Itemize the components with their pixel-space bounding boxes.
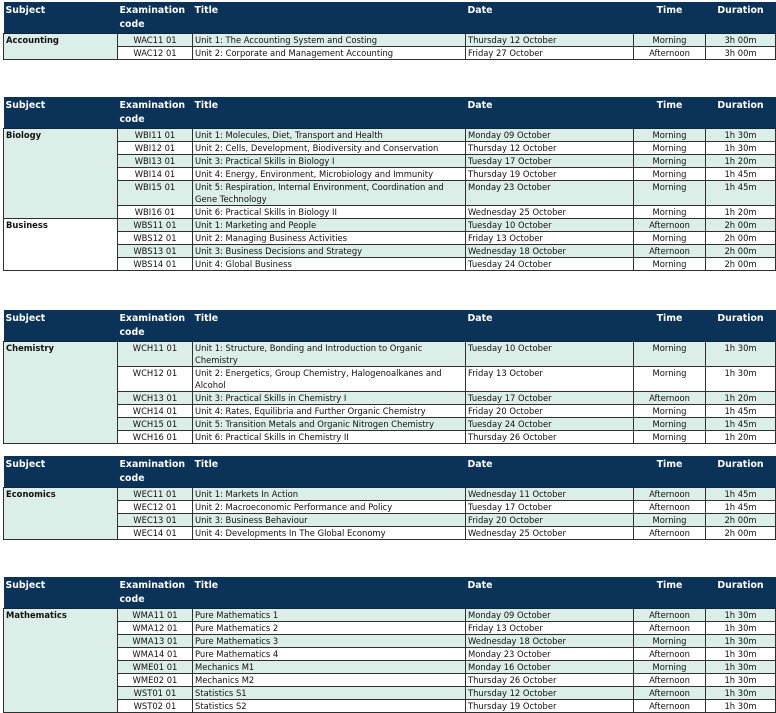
- table-row: [4, 661, 776, 674]
- subject-cell: [4, 405, 118, 418]
- duration-cell: 1h 20m: [706, 431, 776, 444]
- date-cell: Tuesday 17 October: [466, 501, 634, 514]
- subject-cell: [4, 501, 118, 514]
- exam-code-cell: WME01 01: [118, 661, 193, 674]
- header-row: [4, 97, 776, 129]
- subject-cell: [4, 258, 118, 271]
- title-cell: Statistics S1: [193, 687, 466, 700]
- subject-cell: [4, 622, 118, 635]
- time-cell: Afternoon: [634, 700, 706, 713]
- time-cell: Morning: [634, 418, 706, 431]
- time-cell: Afternoon: [634, 674, 706, 687]
- exam-code-cell: WBI14 01: [118, 168, 193, 181]
- table-row: [4, 431, 776, 444]
- subject-cell: [4, 635, 118, 648]
- exam-code-cell: WBS14 01: [118, 258, 193, 271]
- date-cell: Thursday 19 October: [466, 700, 634, 713]
- date-cell: Thursday 26 October: [466, 431, 634, 444]
- date-cell: Monday 23 October: [466, 181, 634, 206]
- time-cell: Afternoon: [634, 245, 706, 258]
- time-cell: Morning: [634, 168, 706, 181]
- duration-cell: 1h 30m: [706, 342, 776, 367]
- duration-cell: 1h 30m: [706, 129, 776, 142]
- time-cell: Morning: [634, 514, 706, 527]
- duration-cell: 1h 30m: [706, 661, 776, 674]
- duration-cell: 1h 30m: [706, 635, 776, 648]
- date-cell: Friday 13 October: [466, 367, 634, 392]
- subject-cell: Biology: [4, 129, 118, 142]
- table-header: [4, 577, 776, 609]
- title-cell: Unit 2: Corporate and Management Accounting: [193, 47, 466, 60]
- exam-code-cell: WCH15 01: [118, 418, 193, 431]
- duration-cell: 2h 00m: [706, 258, 776, 271]
- table-row: [4, 488, 776, 501]
- subject-cell: Mathematics: [4, 609, 118, 622]
- title-cell: Unit 4: Developments In The Global Economy: [193, 527, 466, 540]
- table-header: [4, 310, 776, 342]
- subject-cell: [4, 527, 118, 540]
- exam-code-cell: WAC11 01: [118, 34, 193, 47]
- subject-cell: [4, 514, 118, 527]
- title-cell: Unit 4: Global Business: [193, 258, 466, 271]
- header-subject: Subject: [4, 456, 118, 488]
- title-cell: Mechanics M1: [193, 661, 466, 674]
- header-code: Examination code: [118, 97, 193, 129]
- date-cell: Wednesday 18 October: [466, 635, 634, 648]
- header-time: Time: [634, 577, 706, 609]
- title-cell: Pure Mathematics 3: [193, 635, 466, 648]
- subject-cell: [4, 245, 118, 258]
- table-row: [4, 168, 776, 181]
- header-date: Date: [466, 456, 634, 488]
- exam-code-cell: WME02 01: [118, 674, 193, 687]
- time-cell: Morning: [634, 206, 706, 219]
- duration-cell: 1h 20m: [706, 392, 776, 405]
- table-row: [4, 34, 776, 47]
- title-cell: Mechanics M2: [193, 674, 466, 687]
- header-title: Title: [193, 2, 466, 34]
- exam-code-cell: WCH11 01: [118, 342, 193, 367]
- header-duration: Duration: [706, 2, 776, 34]
- duration-cell: 1h 30m: [706, 142, 776, 155]
- table-row: [4, 501, 776, 514]
- title-cell: Unit 2: Energetics, Group Chemistry, Halogenoalkanes and Alcohol: [193, 367, 466, 392]
- table-row: [4, 142, 776, 155]
- duration-cell: 2h 00m: [706, 245, 776, 258]
- title-cell: Pure Mathematics 2: [193, 622, 466, 635]
- date-cell: Tuesday 10 October: [466, 219, 634, 232]
- title-cell: Unit 3: Practical Skills in Chemistry I: [193, 392, 466, 405]
- table-row: [4, 635, 776, 648]
- time-cell: Morning: [634, 661, 706, 674]
- time-cell: Afternoon: [634, 687, 706, 700]
- exam-code-cell: WMA14 01: [118, 648, 193, 661]
- time-cell: Afternoon: [634, 609, 706, 622]
- subject-cell: [4, 700, 118, 713]
- title-cell: Pure Mathematics 4: [193, 648, 466, 661]
- title-cell: Unit 4: Energy, Environment, Microbiology and Immunity: [193, 168, 466, 181]
- exam-code-cell: WMA12 01: [118, 622, 193, 635]
- header-code: Examination code: [118, 2, 193, 34]
- header-date: Date: [466, 2, 634, 34]
- title-cell: Unit 1: Structure, Bonding and Introduction to Organic Chemistry: [193, 342, 466, 367]
- table-row: [4, 206, 776, 219]
- exam-code-cell: WBI12 01: [118, 142, 193, 155]
- exam-code-cell: WAC12 01: [118, 47, 193, 60]
- header-row: [4, 577, 776, 609]
- table-row: [4, 219, 776, 232]
- schedule-table-mathematics: [3, 577, 776, 713]
- title-cell: Unit 2: Macroeconomic Performance and Policy: [193, 501, 466, 514]
- header-time: Time: [634, 2, 706, 34]
- exam-code-cell: WCH12 01: [118, 367, 193, 392]
- time-cell: Afternoon: [634, 527, 706, 540]
- header-title: Title: [193, 456, 466, 488]
- exam-code-cell: WCH14 01: [118, 405, 193, 418]
- duration-cell: 1h 20m: [706, 155, 776, 168]
- title-cell: Unit 3: Business Behaviour: [193, 514, 466, 527]
- header-code: Examination code: [118, 456, 193, 488]
- duration-cell: 1h 45m: [706, 405, 776, 418]
- table-row: [4, 527, 776, 540]
- header-title: Title: [193, 310, 466, 342]
- title-cell: Unit 1: Marketing and People: [193, 219, 466, 232]
- date-cell: Tuesday 17 October: [466, 392, 634, 405]
- subject-cell: [4, 661, 118, 674]
- time-cell: Morning: [634, 155, 706, 168]
- date-cell: Friday 13 October: [466, 622, 634, 635]
- title-cell: Unit 6: Practical Skills in Chemistry II: [193, 431, 466, 444]
- date-cell: Friday 20 October: [466, 514, 634, 527]
- table-row: [4, 232, 776, 245]
- header-duration: Duration: [706, 310, 776, 342]
- exam-code-cell: WEC11 01: [118, 488, 193, 501]
- subject-cell: [4, 232, 118, 245]
- title-cell: Unit 1: The Accounting System and Costing: [193, 34, 466, 47]
- exam-code-cell: WMA13 01: [118, 635, 193, 648]
- date-cell: Monday 16 October: [466, 661, 634, 674]
- table-row: [4, 418, 776, 431]
- duration-cell: 1h 30m: [706, 674, 776, 687]
- subject-cell: [4, 418, 118, 431]
- date-cell: Tuesday 10 October: [466, 342, 634, 367]
- date-cell: Tuesday 17 October: [466, 155, 634, 168]
- duration-cell: 3h 00m: [706, 47, 776, 60]
- header-row: [4, 2, 776, 34]
- subject-cell: Business: [4, 219, 118, 232]
- duration-cell: 2h 00m: [706, 527, 776, 540]
- table-row: [4, 155, 776, 168]
- table-row: [4, 687, 776, 700]
- date-cell: Wednesday 18 October: [466, 245, 634, 258]
- table-body: [4, 129, 776, 271]
- title-cell: Unit 2: Managing Business Activities: [193, 232, 466, 245]
- title-cell: Unit 5: Transition Metals and Organic Nitrogen Chemistry: [193, 418, 466, 431]
- header-row: [4, 456, 776, 488]
- date-cell: Monday 23 October: [466, 648, 634, 661]
- table-row: [4, 181, 776, 206]
- title-cell: Unit 3: Business Decisions and Strategy: [193, 245, 466, 258]
- subject-cell: [4, 392, 118, 405]
- header-time: Time: [634, 456, 706, 488]
- title-cell: Unit 1: Markets In Action: [193, 488, 466, 501]
- date-cell: Thursday 12 October: [466, 34, 634, 47]
- exam-code-cell: WCH13 01: [118, 392, 193, 405]
- exam-code-cell: WBI16 01: [118, 206, 193, 219]
- subject-cell: [4, 674, 118, 687]
- exam-code-cell: WBI11 01: [118, 129, 193, 142]
- time-cell: Afternoon: [634, 501, 706, 514]
- duration-cell: 1h 30m: [706, 367, 776, 392]
- time-cell: Morning: [634, 232, 706, 245]
- time-cell: Morning: [634, 367, 706, 392]
- subject-cell: [4, 431, 118, 444]
- table-row: [4, 47, 776, 60]
- title-cell: Unit 4: Rates, Equilibria and Further Organic Chemistry: [193, 405, 466, 418]
- title-cell: Unit 6: Practical Skills in Biology II: [193, 206, 466, 219]
- time-cell: Morning: [634, 342, 706, 367]
- header-duration: Duration: [706, 577, 776, 609]
- duration-cell: 1h 45m: [706, 168, 776, 181]
- time-cell: Afternoon: [634, 47, 706, 60]
- subject-cell: Economics: [4, 488, 118, 501]
- date-cell: Wednesday 11 October: [466, 488, 634, 501]
- schedule-table-chemistry: [3, 310, 776, 444]
- date-cell: Thursday 26 October: [466, 674, 634, 687]
- subject-cell: Chemistry: [4, 342, 118, 367]
- time-cell: Afternoon: [634, 488, 706, 501]
- header-subject: Subject: [4, 577, 118, 609]
- duration-cell: 1h 30m: [706, 648, 776, 661]
- table-row: [4, 674, 776, 687]
- duration-cell: 1h 20m: [706, 206, 776, 219]
- time-cell: Afternoon: [634, 622, 706, 635]
- table-row: [4, 245, 776, 258]
- time-cell: Morning: [634, 635, 706, 648]
- header-date: Date: [466, 577, 634, 609]
- date-cell: Monday 09 October: [466, 609, 634, 622]
- duration-cell: 2h 00m: [706, 514, 776, 527]
- duration-cell: 2h 00m: [706, 232, 776, 245]
- header-code: Examination code: [118, 310, 193, 342]
- table-header: [4, 97, 776, 129]
- exam-code-cell: WBS13 01: [118, 245, 193, 258]
- exam-code-cell: WBI15 01: [118, 181, 193, 206]
- duration-cell: 1h 30m: [706, 700, 776, 713]
- date-cell: Monday 09 October: [466, 129, 634, 142]
- date-cell: Friday 20 October: [466, 405, 634, 418]
- table-body: [4, 609, 776, 713]
- exam-code-cell: WCH16 01: [118, 431, 193, 444]
- table-body: [4, 342, 776, 444]
- table-row: [4, 367, 776, 392]
- table-row: [4, 622, 776, 635]
- title-cell: Pure Mathematics 1: [193, 609, 466, 622]
- duration-cell: 1h 30m: [706, 622, 776, 635]
- schedule-table-biology-business: [3, 97, 776, 271]
- header-subject: Subject: [4, 2, 118, 34]
- table-row: [4, 258, 776, 271]
- date-cell: Thursday 12 October: [466, 142, 634, 155]
- exam-code-cell: WBI13 01: [118, 155, 193, 168]
- header-date: Date: [466, 97, 634, 129]
- exam-code-cell: WBS11 01: [118, 219, 193, 232]
- header-duration: Duration: [706, 97, 776, 129]
- table-row: [4, 392, 776, 405]
- header-duration: Duration: [706, 456, 776, 488]
- header-row: [4, 310, 776, 342]
- exam-code-cell: WEC14 01: [118, 527, 193, 540]
- date-cell: Thursday 19 October: [466, 168, 634, 181]
- table-row: [4, 405, 776, 418]
- exam-code-cell: WBS12 01: [118, 232, 193, 245]
- exam-code-cell: WST01 01: [118, 687, 193, 700]
- exam-code-cell: WEC13 01: [118, 514, 193, 527]
- title-cell: Unit 3: Practical Skills in Biology I: [193, 155, 466, 168]
- time-cell: Afternoon: [634, 219, 706, 232]
- time-cell: Afternoon: [634, 392, 706, 405]
- subject-cell: [4, 155, 118, 168]
- time-cell: Morning: [634, 258, 706, 271]
- time-cell: Morning: [634, 142, 706, 155]
- date-cell: Thursday 12 October: [466, 687, 634, 700]
- duration-cell: 1h 30m: [706, 609, 776, 622]
- date-cell: Wednesday 25 October: [466, 206, 634, 219]
- time-cell: Afternoon: [634, 648, 706, 661]
- title-cell: Unit 1: Molecules, Diet, Transport and Health: [193, 129, 466, 142]
- time-cell: Morning: [634, 431, 706, 444]
- header-code: Examination code: [118, 577, 193, 609]
- subject-cell: [4, 47, 118, 60]
- subject-cell: [4, 687, 118, 700]
- duration-cell: 1h 45m: [706, 181, 776, 206]
- header-time: Time: [634, 97, 706, 129]
- table-row: [4, 342, 776, 367]
- header-subject: Subject: [4, 97, 118, 129]
- date-cell: Friday 27 October: [466, 47, 634, 60]
- table-row: [4, 514, 776, 527]
- header-title: Title: [193, 577, 466, 609]
- subject-cell: [4, 648, 118, 661]
- date-cell: Friday 13 October: [466, 232, 634, 245]
- exam-code-cell: WST02 01: [118, 700, 193, 713]
- duration-cell: 1h 30m: [706, 687, 776, 700]
- subject-cell: [4, 181, 118, 206]
- title-cell: Unit 5: Respiration, Internal Environment, Coordination and Gene Technology: [193, 181, 466, 206]
- time-cell: Morning: [634, 181, 706, 206]
- duration-cell: 1h 45m: [706, 501, 776, 514]
- subject-cell: Accounting: [4, 34, 118, 47]
- exam-code-cell: WMA11 01: [118, 609, 193, 622]
- subject-cell: [4, 206, 118, 219]
- header-subject: Subject: [4, 310, 118, 342]
- header-time: Time: [634, 310, 706, 342]
- table-row: [4, 609, 776, 622]
- duration-cell: 1h 45m: [706, 488, 776, 501]
- table-body: [4, 488, 776, 540]
- date-cell: Wednesday 25 October: [466, 527, 634, 540]
- duration-cell: 1h 45m: [706, 418, 776, 431]
- subject-cell: [4, 367, 118, 392]
- table-row: [4, 700, 776, 713]
- time-cell: Morning: [634, 405, 706, 418]
- schedule-table-accounting: [3, 2, 776, 60]
- header-date: Date: [466, 310, 634, 342]
- time-cell: Morning: [634, 129, 706, 142]
- table-body: [4, 34, 776, 60]
- duration-cell: 3h 00m: [706, 34, 776, 47]
- table-row: [4, 129, 776, 142]
- time-cell: Morning: [634, 34, 706, 47]
- duration-cell: 2h 00m: [706, 219, 776, 232]
- table-header: [4, 2, 776, 34]
- table-header: [4, 456, 776, 488]
- date-cell: Tuesday 24 October: [466, 418, 634, 431]
- title-cell: Statistics S2: [193, 700, 466, 713]
- schedule-table-economics: [3, 456, 776, 540]
- table-row: [4, 648, 776, 661]
- subject-cell: [4, 168, 118, 181]
- header-title: Title: [193, 97, 466, 129]
- title-cell: Unit 2: Cells, Development, Biodiversity and Conservation: [193, 142, 466, 155]
- exam-code-cell: WEC12 01: [118, 501, 193, 514]
- subject-cell: [4, 142, 118, 155]
- date-cell: Tuesday 24 October: [466, 258, 634, 271]
